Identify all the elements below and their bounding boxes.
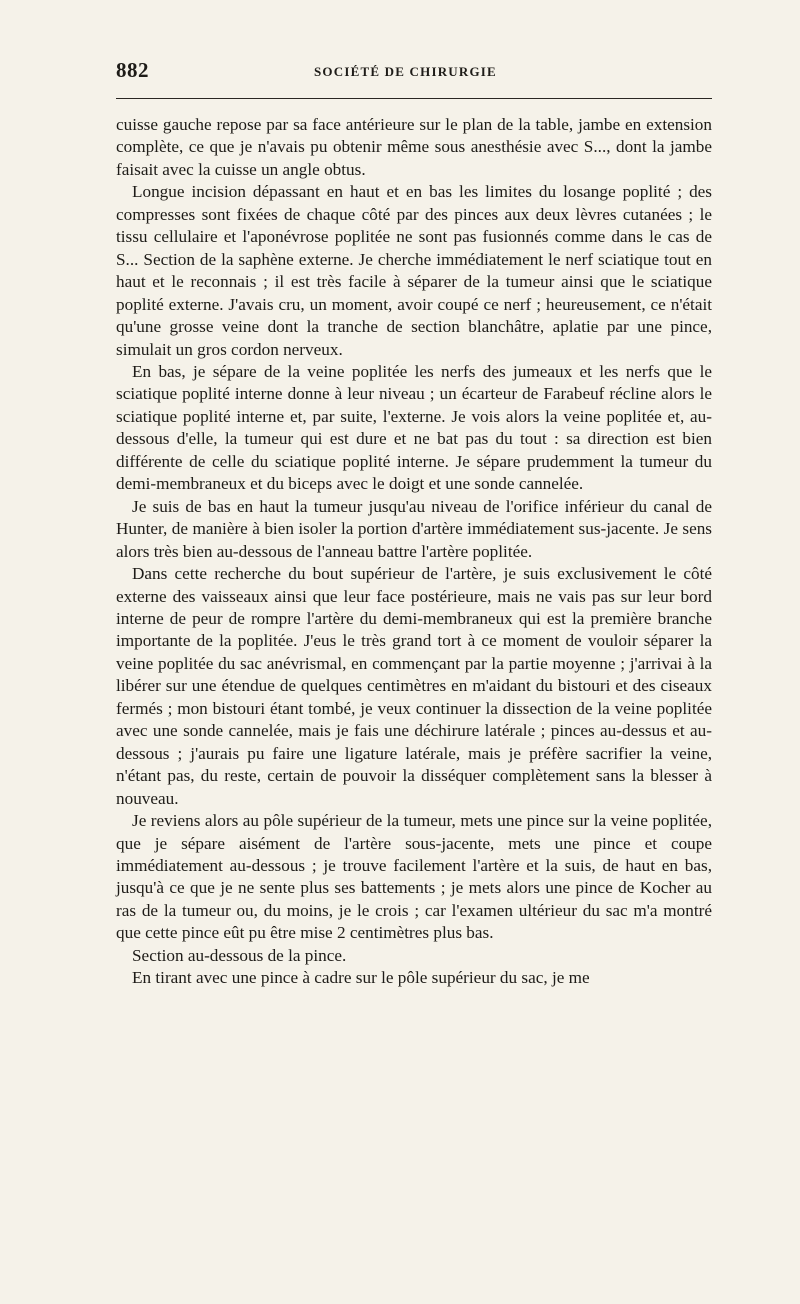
- paragraph: En bas, je sépare de la veine poplitée les nerfs des jumeaux et les nerfs que le sciatique poplité interne donne à leur niveau ; un écarteur de Farabeuf récline alors le sciatique poplité interne et, par suite, l'externe. Je vois alors la veine poplitée et, au-dessous d'elle, la tumeur qui est dure et ne bat pas du tout : sa direction est bien différente de celle du sciatique poplité interne. Je sépare prudemment la tumeur du demi-membraneux et du biceps avec le doigt et une sonde cannelée.: [116, 361, 712, 494]
- paragraph: cuisse gauche repose par sa face antérieure sur le plan de la table, jambe en extension complète, ce que je n'avais pu obtenir même sous anesthésie avec S..., dont la jambe faisait avec la cuisse un angle obtus.: [116, 115, 712, 179]
- running-title: SOCIÉTÉ DE CHIRURGIE: [314, 64, 497, 79]
- paragraph: Je reviens alors au pôle supérieur de la tumeur, mets une pince sur la veine poplitée, que je sépare aisément de l'artère sous-jacente, mets une pince et coupe immédiatement au-dessous ; je trouve facilement l'artère et la suis, de haut en bas, jusqu'à ce que je ne sente plus ses battements ; je mets alors une pince de Kocher au ras de la tumeur ou, du moins, je le crois ; car l'examen ultérieur du sac m'a montré que cette pince eût pu être mise 2 centimètres plus bas.: [116, 811, 712, 943]
- paragraph: Section au-dessous de la pince.: [132, 945, 347, 965]
- paragraph: Je suis de bas en haut la tumeur jusqu'au niveau de l'orifice inférieur du canal de Hunter, de manière à bien isoler la portion d'artère immédiatement sus-jacente. Je sens alors très bien au-dessous de l'anneau battre l'artère poplitée.: [116, 496, 712, 561]
- paragraph: En tirant avec une pince à cadre sur le pôle supérieur du sac, je me: [132, 968, 590, 988]
- body-text: [116, 114, 712, 990]
- header-rule: [116, 98, 712, 99]
- page-number: 882: [116, 58, 149, 82]
- paragraph: Longue incision dépassant en haut et en bas les limites du losange poplité ; des compresses sont fixées de chaque côté par des pinces aux deux lèvres cutanées ; le tissu cellulaire et l'aponévrose poplitée ne sont pas fusionnés comme dans le cas de S... Section de la saphène externe. Je cherche immédiatement le nerf sciatique tout en haut et le reconnais ; il est très facile à séparer de la tumeur ainsi que le sciatique poplité externe. J'avais cru, un moment, avoir coupé ce nerf ; heureusement, ce n'était qu'une grosse veine dont la tranche de section blanchâtre, aplatie par une pince, simulait un gros cordon nerveux.: [116, 182, 712, 359]
- paragraph: Dans cette recherche du bout supérieur de l'artère, je suis exclusivement le côté externe des vaisseaux ainsi que leur face postérieure, mais ne vais pas sur leur bord interne de peur de rompre l'artère du demi-membraneux qui est la première branche importante de la poplitée. J'eus le très grand tort à ce moment de vouloir séparer la veine poplitée du sac anévrismal, en commençant par la partie moyenne ; j'arrivai à la libérer sur une étendue de quelques centimètres en m'aidant du bistouri et des ciseaux fermés ; mon bistouri étant tombé, je veux continuer la dissection de la veine poplitée avec une sonde cannelée, mais je fais une déchirure latérale ; pinces au-dessus et au-dessous ; j'aurais pu faire une ligature latérale, mais je préfère sacrifier la veine, n'étant pas, du reste, certain de pouvoir la disséquer complètement sans la blesser à nouveau.: [116, 564, 712, 808]
- page-header: [116, 58, 712, 88]
